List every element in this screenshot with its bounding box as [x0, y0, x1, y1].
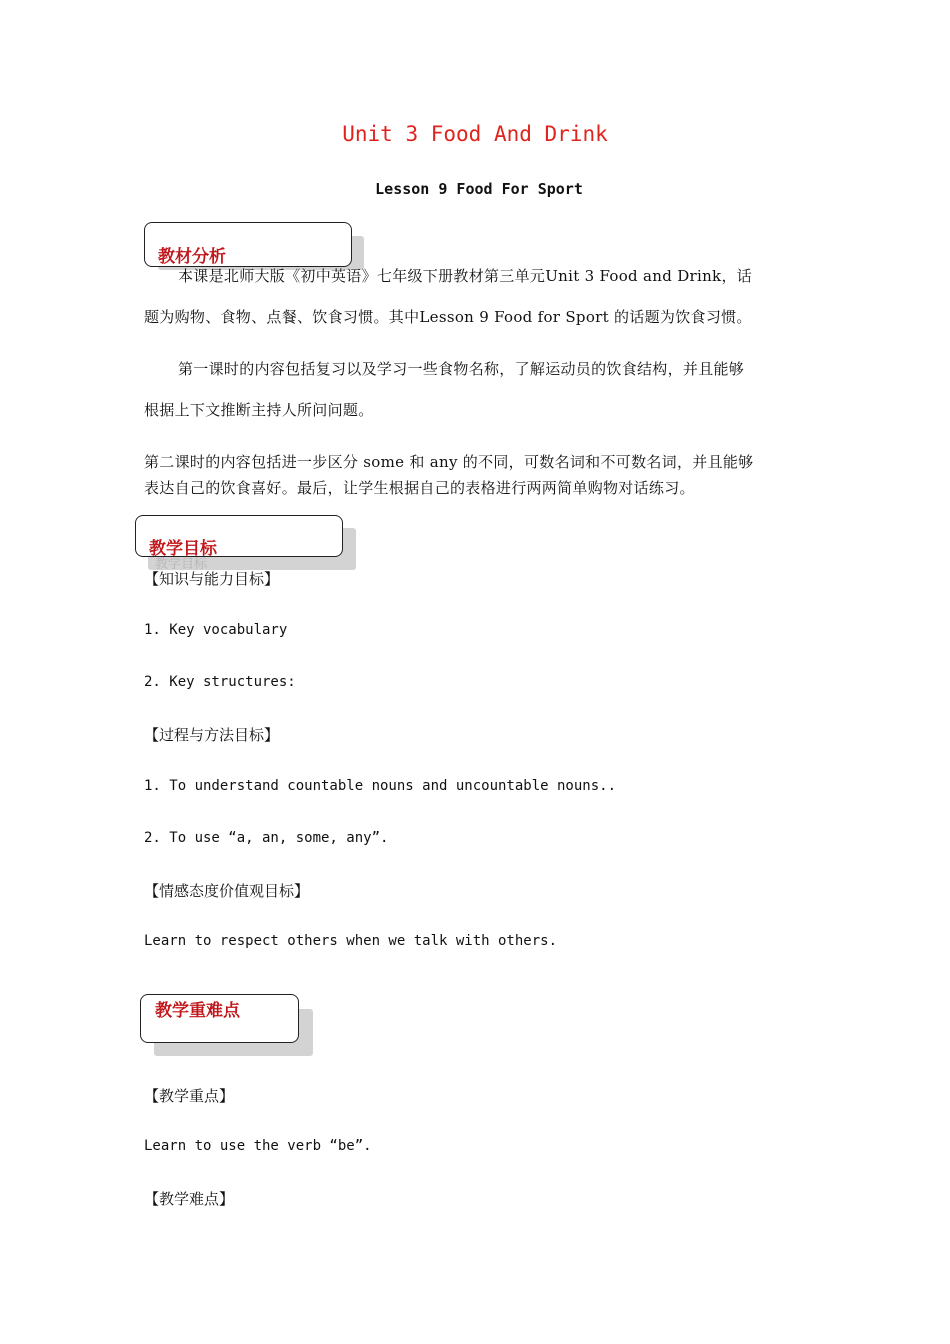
list-item: 1. To understand countable nouns and uncountable nouns..	[144, 778, 617, 794]
paragraph-line: 表达自己的饮食喜好。最后，让学生根据自己的表格进行两两简单购物对话练习。	[144, 479, 695, 497]
document-title: Unit 3 Food And Drink	[342, 122, 608, 146]
list-item: 1. Key vocabulary	[144, 622, 288, 638]
objective-label: 【情感态度价值观目标】	[144, 882, 310, 900]
section-heading: 教学目标	[149, 539, 217, 559]
list-item: 2. Key structures:	[144, 674, 296, 690]
objective-label: 【教学重点】	[144, 1087, 235, 1105]
paragraph-line: 题为购物、食物、点餐、饮食习惯。其中Lesson 9 Food for Sport 的话题为饮食习惯。	[144, 308, 752, 326]
shadow-text: 教学目标	[155, 557, 208, 572]
list-item: Learn to use the verb “be”.	[144, 1138, 372, 1154]
lesson-subtitle: Lesson 9 Food For Sport	[375, 180, 583, 198]
paragraph-line: 第二课时的内容包括进一步区分 some 和 any 的不同，可数名词和不可数名词，并且能够	[144, 453, 754, 471]
objective-label: 【过程与方法目标】	[144, 726, 280, 744]
paragraph-line: 根据上下文推断主持人所问问题。	[144, 401, 374, 419]
objective-label: 【知识与能力目标】	[144, 570, 280, 588]
list-item: Learn to respect others when we talk with others.	[144, 933, 558, 949]
objective-label: 【教学难点】	[144, 1190, 235, 1208]
paragraph-line: 第一课时的内容包括复习以及学习一些食物名称，了解运动员的饮食结构，并且能够	[178, 360, 745, 378]
list-item: 2. To use “a, an, some, any”.	[144, 830, 389, 846]
section-heading: 教材分析	[158, 247, 226, 267]
paragraph-line: 本课是北师大版《初中英语》七年级下册教材第三单元Unit 3 Food and Drink，话	[178, 267, 753, 285]
section-heading: 教学重难点	[155, 1001, 240, 1021]
